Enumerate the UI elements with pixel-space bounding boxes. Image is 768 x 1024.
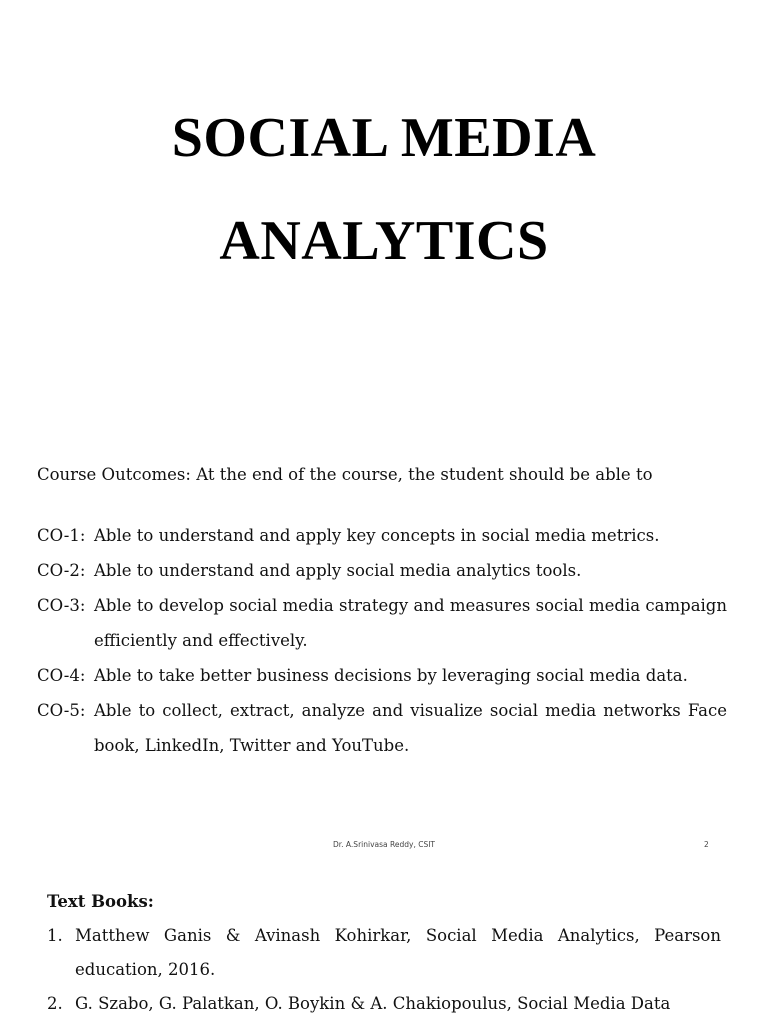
text-book-item [47,987,721,1021]
course-outcome-item [37,658,727,693]
text-book-text: Matthew Ganis & Avinash Kohirkar, Social Media Analytics, Pearson education, 2016. [75,926,721,979]
page-title-line-1: SOCIAL MEDIA [171,107,597,169]
course-outcome-text: Able to develop social media strategy and measures social media campaign efficiently and effectively. [94,596,727,650]
course-outcome-text: Able to collect, extract, analyze and visualize social media networks Face book, LinkedIn, Twitter and YouTube. [94,701,727,755]
course-outcome-item [37,588,727,658]
course-outcome-label: CO-1: [37,526,86,545]
course-outcomes-intro: Course Outcomes: At the end of the course, the student should be able to [37,465,653,484]
course-outcome-label: CO-5: [37,701,86,720]
footer-author: Dr. A.Srinivasa Reddy, CSIT [332,840,435,849]
text-book-item [47,919,721,987]
text-books-list [47,919,721,1021]
text-books-heading: Text Books: [47,892,154,911]
course-outcome-text: Able to understand and apply key concepts in social media metrics. [94,526,660,545]
course-outcomes-list [37,518,727,763]
course-outcome-label: CO-2: [37,561,86,580]
course-outcome-label: CO-3: [37,596,86,615]
footer-page-number: 2 [704,840,709,849]
course-outcome-item [37,518,727,553]
text-book-number: 1. [47,926,63,945]
text-book-text: G. Szabo, G. Palatkan, O. Boykin & A. Chakiopoulus, Social Media Data [75,994,671,1013]
course-outcome-item [37,693,727,763]
course-outcome-text: Able to understand and apply social media analytics tools. [94,561,582,580]
course-outcome-label: CO-4: [37,666,86,685]
course-outcome-item [37,553,727,588]
page-title-line-2: ANALYTICS [219,210,549,272]
course-outcome-text: Able to take better business decisions by leveraging social media data. [94,666,688,685]
text-book-number: 2. [47,994,63,1013]
